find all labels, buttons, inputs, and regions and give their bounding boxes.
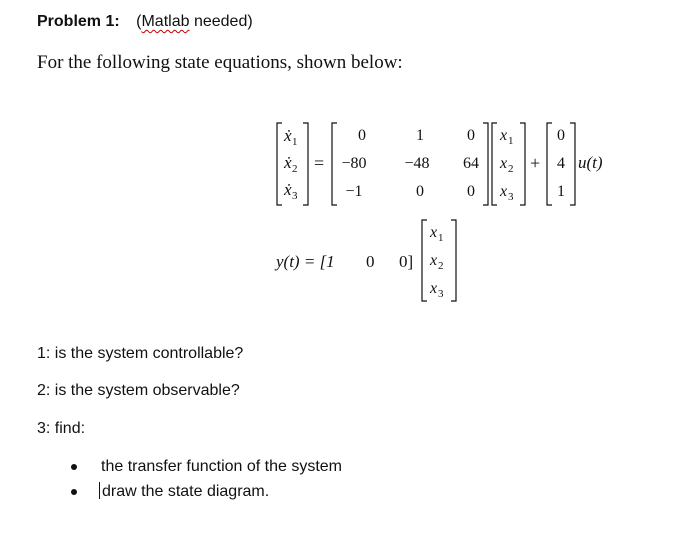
B-bracket-right — [570, 123, 575, 205]
A-1-2: 1 — [416, 127, 424, 144]
x-bracket-left — [492, 123, 497, 205]
output-lhs: y(t) = [1 — [276, 252, 335, 271]
B-3: 1 — [557, 183, 565, 200]
A-2-1: −80 — [341, 155, 367, 172]
C-mid: 0 — [366, 252, 375, 271]
A-bracket-right — [483, 123, 488, 205]
A-3-2: 0 — [416, 183, 424, 200]
plus-sign: + — [530, 153, 541, 173]
output-x-bracket-right — [451, 220, 456, 301]
x-3-sub: 3 — [508, 191, 514, 203]
bullet-2[interactable] — [99, 482, 269, 501]
x-2: x — [500, 155, 508, 172]
xdot-bracket-right — [303, 123, 308, 205]
A-3-3: 0 — [467, 183, 475, 200]
xdot-2-sub: 2 — [292, 163, 298, 175]
xdot-3-sub: 3 — [292, 190, 298, 202]
matlab-word: Matlab — [141, 13, 190, 30]
out-x-1-sub: 1 — [438, 232, 444, 244]
problem-label: Problem 1: — [37, 13, 120, 30]
bullet-1-text: the transfer function of the system — [101, 458, 343, 475]
A-2-2: −48 — [404, 155, 430, 172]
xdot-1-sub: 1 — [292, 136, 298, 148]
out-x-3: x — [430, 280, 438, 297]
question-3: 3: find: — [37, 420, 86, 437]
bullet-2-text: draw the state diagram. — [102, 483, 270, 500]
B-1: 0 — [557, 127, 565, 144]
x-2-sub: 2 — [508, 163, 514, 175]
B-2: 4 — [557, 155, 565, 172]
B-bracket-left — [547, 123, 552, 205]
question-2: 2: is the system observable? — [37, 382, 240, 399]
out-x-1: x — [430, 224, 438, 241]
note-rest: needed) — [189, 13, 253, 30]
A-1-1: 0 — [358, 127, 366, 144]
text-cursor — [99, 482, 100, 499]
input-signal: u(t) — [578, 153, 603, 172]
A-bracket-left — [332, 123, 337, 205]
question-1: 1: is the system controllable? — [37, 345, 244, 362]
out-x-3-sub: 3 — [438, 288, 444, 300]
intro-text: For the following state equations, shown below: — [37, 52, 403, 73]
output-x-bracket-left — [422, 220, 427, 301]
x-1: x — [500, 127, 508, 144]
out-x-2-sub: 2 — [438, 260, 444, 272]
equals-sign: = — [314, 153, 325, 173]
note-open-paren: ( — [136, 13, 142, 30]
x-1-sub: 1 — [508, 135, 514, 147]
x-3: x — [500, 183, 508, 200]
A-1-3: 0 — [467, 127, 475, 144]
bullet-2-dot — [71, 489, 77, 495]
xdot-1: ẋ — [284, 126, 292, 145]
xdot-bracket-left — [277, 123, 282, 205]
bullet-1-dot — [71, 464, 77, 470]
A-2-3: 64 — [463, 155, 479, 172]
xdot-2: ẋ — [284, 153, 292, 172]
C-end: 0] — [399, 252, 414, 271]
out-x-2: x — [430, 252, 438, 269]
xdot-3: ẋ — [284, 180, 292, 199]
A-3-1: −1 — [345, 183, 363, 200]
x-bracket-right — [520, 123, 525, 205]
